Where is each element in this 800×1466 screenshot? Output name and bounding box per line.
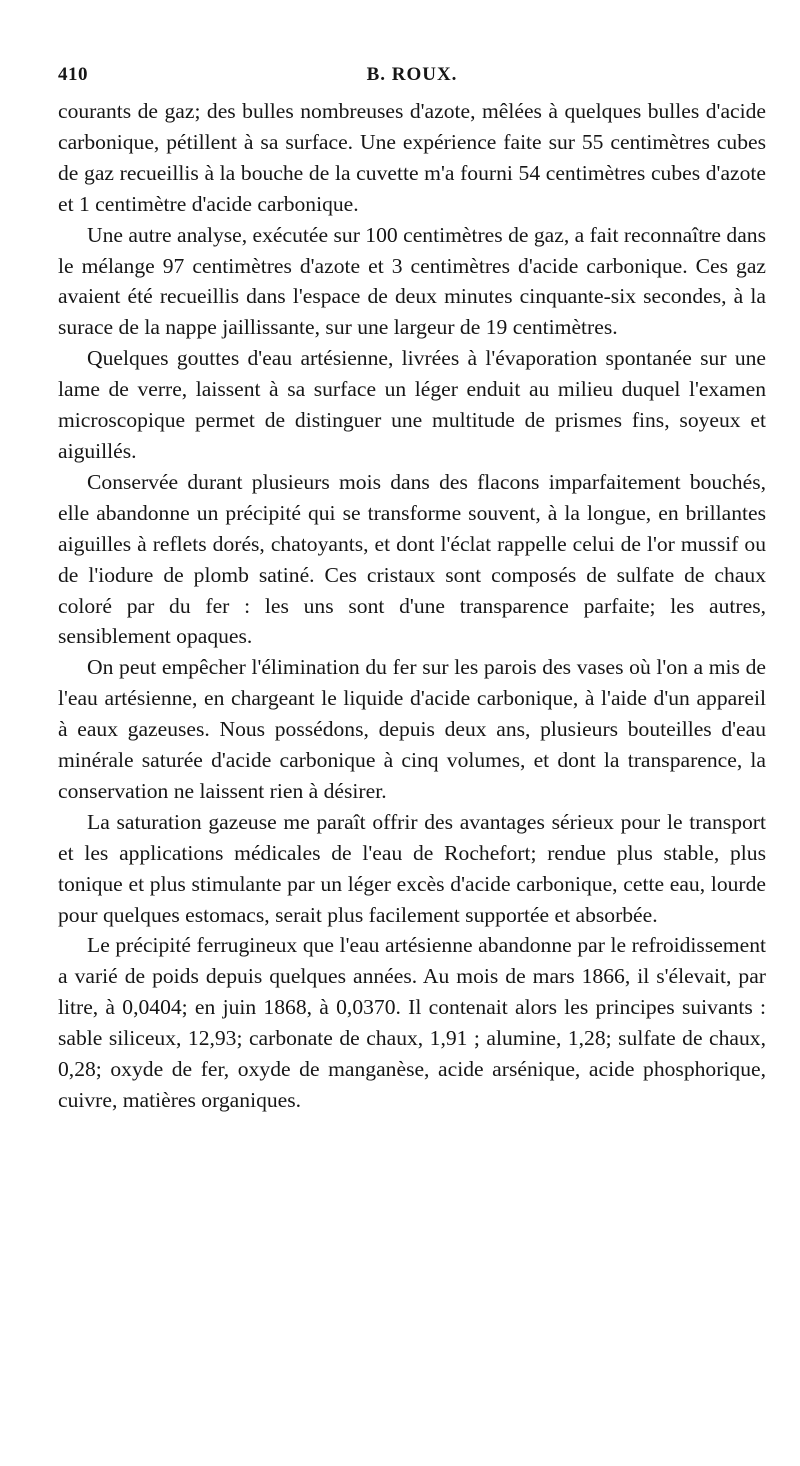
paragraph: La saturation gazeuse me paraît offrir des avantages sérieux pour le transport et les applications médicales de l'eau de Rochefort; rendue plus stable, plus tonique et plus stimulante par un léger excès d'acide carbonique, cette eau, lourde pour quelques estomacs, serait plus facilement supportée et absorbée. [58, 809, 766, 927]
running-head [58, 62, 766, 96]
paragraph: Conservée durant plusieurs mois dans des flacons imparfaitement bouchés, elle abandonne un précipité qui se transforme souvent, à la longue, en brillantes aiguilles à reflets dorés, chatoyants, et dont l'éclat rappelle celui de l'or mussif ou de l'iodure de plomb satiné. Ces cristaux sont composés de sulfate de chaux coloré par du fer : les uns sont d'une transparence parfaite; les autres, sensiblement opaques. [58, 469, 766, 649]
paragraph: Quelques gouttes d'eau artésienne, livrées à l'évaporation spontanée sur une lame de verre, laissent à sa surface un léger enduit au milieu duquel l'examen microscopique permet de distinguer une multitude de prismes fins, soyeux et aiguillés. [58, 346, 766, 463]
paragraph: Une autre analyse, exécutée sur 100 centimètres de gaz, a fait reconnaître dans le mélange 97 centimètres d'azote et 3 centimètres d'acide carbonique. Ces gaz avaient été recueillis dans l'espace de deux minutes cinquante-six secondes, à la surace de la nappe jaillissante, sur une largeur de 19 centimètres. [58, 222, 766, 340]
paragraph: On peut empêcher l'élimination du fer sur les parois des vases où l'on a mis de l'eau artésienne, en chargeant le liquide d'acide carbonique, à l'aide d'un appareil à eaux gazeuses. Nous possédons, depuis deux ans, plusieurs bouteilles d'eau minérale saturée d'acide carbonique à cinq volumes, et dont la transparence, la conservation ne laissent rien à désirer. [58, 655, 766, 803]
running-title: B. ROUX. [366, 64, 458, 85]
page-number: 410 [58, 64, 88, 85]
paragraph-continued: courants de gaz; des bulles nombreuses d'azote, mêlées à quelques bulles d'acide carbonique, pétillent à sa surface. Une expérience faite sur 55 centimètres cubes de gaz recueillis à la bouche de la cuvette m'a fourni 54 centimètres cubes d'azote et 1 centimètre d'acide carbonique. [58, 99, 766, 216]
body-text [58, 96, 766, 1116]
paragraph: Le précipité ferrugineux que l'eau artésienne abandonne par le refroidissement a varié de poids depuis quelques années. Au mois de mars 1866, il s'élevait, par litre, à 0,0404; en juin 1868, à 0,0370. Il contenait alors les principes suivants : sable siliceux, 12,93; carbonate de chaux, 1,91 ; alumine, 1,28; sulfate de chaux, 0,28; oxyde de fer, oxyde de manganèse, acide arsénique, acide phosphorique, cuivre, matières organiques. [58, 933, 766, 1112]
book-page [58, 62, 766, 1116]
